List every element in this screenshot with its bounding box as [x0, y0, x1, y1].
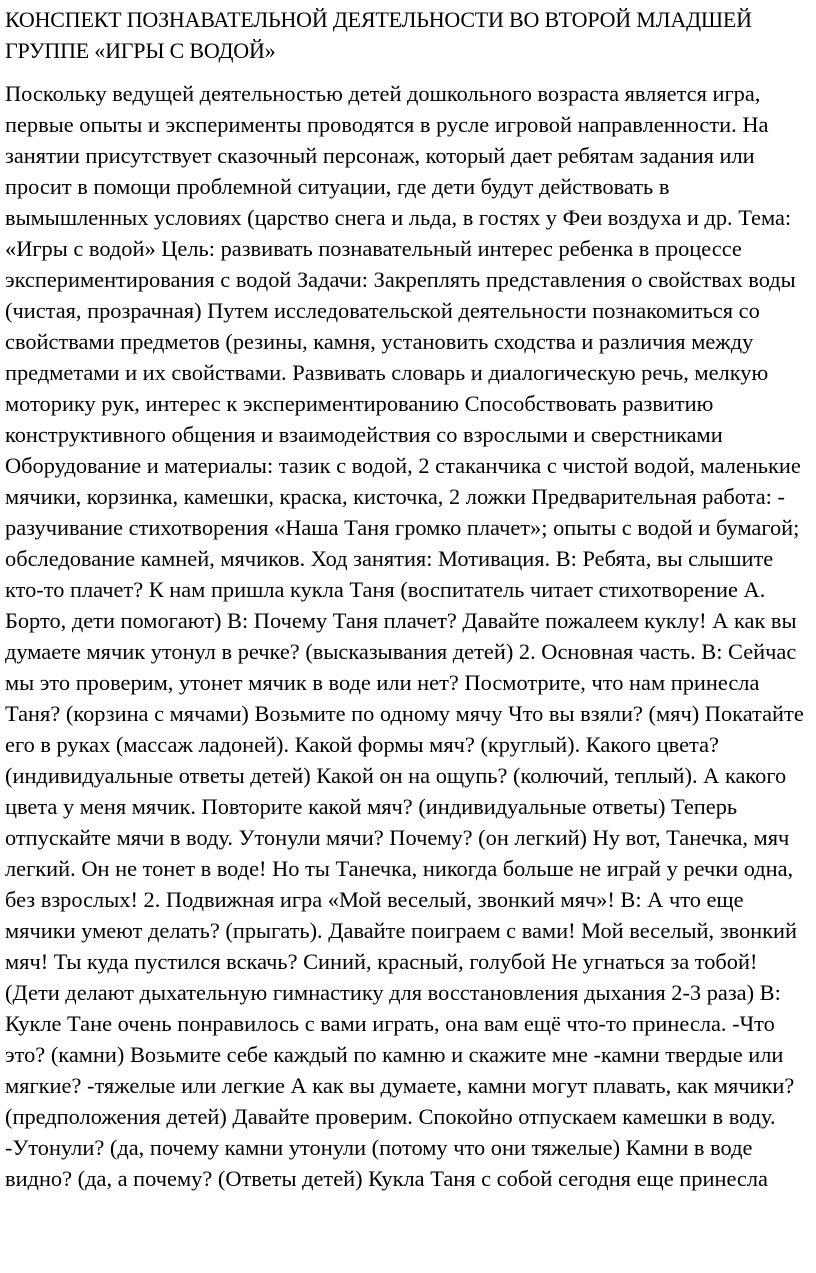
document-body: Поскольку ведущей деятельностью детей дошкольного возраста является игра, первые опыты и эксперименты проводятся в русле игровой направленности. На занятии присутствует сказочный персонаж, который дает ребятам задания или просит в помощи проблемной ситуации, где дети будут действовать в вымышленных условиях (царство снега и льда, в гостях у Феи воздуха и др. Тема: «Игры с водой» Цель: развивать познавательный интерес ребенка в процессе экспериментирования с водой Задачи: Закреплять представления о свойствах воды (чистая, прозрачная) Путем исследовательской деятельности познакомиться со свойствами предметов (резины, камня, установить сходства и различия между предметами и их свойствами. Развивать словарь и диалогическую речь, мелкую моторику рук, интерес к экспериментированию Способствовать развитию конструктивного общения и взаимодействия со взрослыми и сверстниками Оборудование и материалы: тазик с водой, 2 стаканчика с чистой водой, маленькие мячики, корзинка, камешки, краска, кисточка, 2 ложки Предварительная работа: - разучивание стихотворения «Наша Таня громко плачет»; опыты с водой и бумагой; обследование камней, мячиков. Ход занятия: Мотивация. В: Ребята, вы слышите кто-то плачет? К нам пришла кукла Таня (воспитатель читает стихотворение А. Борто, дети помогают) В: Почему Таня плачет? Давайте пожалеем куклу! А как вы думаете мячик утонул в речке? (высказывания детей) 2. Основная часть. В: Сейчас мы это проверим, утонет мячик в воде или нет? Посмотрите, что нам принесла Таня? (корзина с мячами) Возьмите по одному мячу Что вы взяли? (мяч) Покатайте его в руках (массаж ладоней). Какой формы мяч? (круглый). Какого цвета? (индивидуальные ответы детей) Какой он на ощупь? (колючий, теплый). А какого цвета у меня мячик. Повторите какой мяч? (индивидуальные ответы) Теперь отпускайте мячи в воду. Утонули мячи? Почему? (он легкий) Ну вот, Танечка, мяч легкий. Он не тонет в воде! Но ты Танечка, никогда больше не играй у речки одна, без взрослых! 2. Подвижная игра «Мой веселый, звонкий мяч»! В: А что еще мячики умеют делать? (прыгать). Давайте поиграем с вами! Мой веселый, звонкий мяч! Ты куда пустился вскачь? Синий, красный, голубой Не угнаться за тобой! (Дети делают дыхательную гимнастику для восстановления дыхания 2-3 раза) В: Кукле Тане очень понравилось с вами играть, она вам ещё что-то принесла. -Что это? (камни) Возьмите себе каждый по камню и скажите мне -камни твердые или мягкие? -тяжелые или легкие А как вы думаете, камни могут плавать, как мячики? (предположения детей) Давайте проверим. Спокойно отпускаем камешки в воду. -Утонули? (да, почему камни утонули (потому что они тяжелые) Камни в воде видно? (да, а почему? (Ответы детей) Кукла Таня с собой сегодня еще принесла — [5, 81, 804, 1191]
document-title: КОНСПЕКТ ПОЗНАВАТЕЛЬНОЙ ДЕЯТЕЛЬНОСТИ ВО ВТОРОЙ МЛАДШЕЙ ГРУППЕ «ИГРЫ С ВОДОЙ» — [5, 7, 752, 63]
